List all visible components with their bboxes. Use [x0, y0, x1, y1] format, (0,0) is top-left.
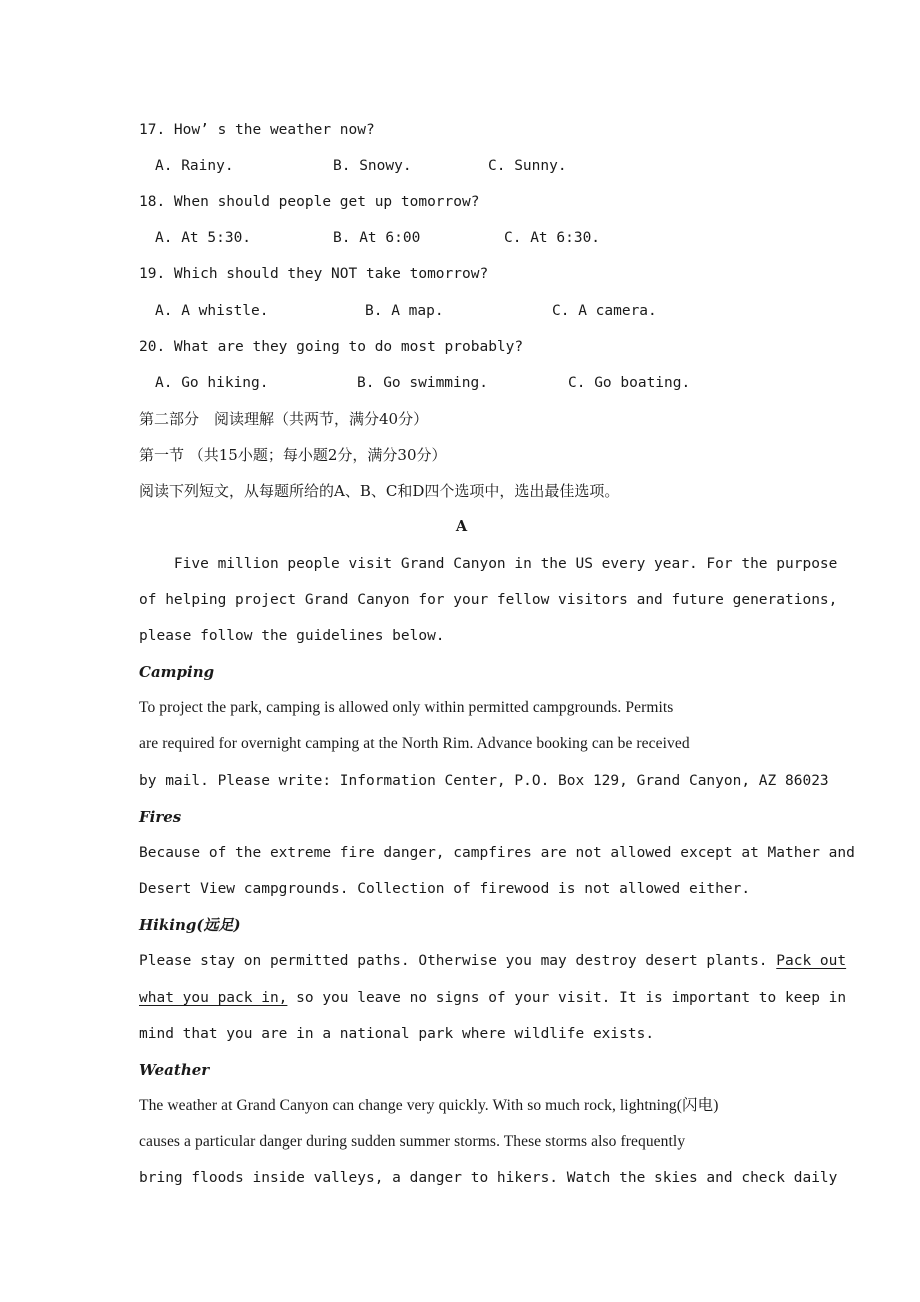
question-18-options — [139, 220, 784, 256]
hiking-line-2 — [139, 980, 847, 1016]
weather-line-2: causes a particular danger during sudden summer storms. These storms also frequently — [139, 1133, 686, 1150]
camping-heading: Camping — [139, 663, 215, 681]
camping-line-3: by mail. Please write: Information Center, P.O. Box 129, Grand Canyon, AZ 86023 — [139, 773, 829, 789]
fires-line-2: Desert View campgrounds. Collection of firewood is not allowed either. — [139, 881, 751, 897]
intro-line-2: of helping project Grand Canyon for your fellow visitors and future generations, — [139, 592, 838, 608]
weather-line-1: The weather at Grand Canyon can change very quickly. With so much rock, lightning(闪电) — [139, 1097, 719, 1114]
intro-line-3: please follow the guidelines below. — [139, 628, 445, 644]
reading-instruction: 阅读下列短文，从每题所给的A、B、C和D四个选项中，选出最佳选项。 — [139, 482, 620, 500]
question-19-options — [139, 293, 784, 329]
part2-title: 第二部分 阅读理解（共两节，满分40分） — [139, 410, 429, 428]
intro-line-1: Five million people visit Grand Canyon in the US every year. For the purpose — [139, 556, 838, 572]
option-b: B. A map. — [365, 303, 444, 319]
option-c: C. Sunny. — [488, 158, 567, 174]
option-b: B. At 6:00 — [333, 230, 421, 246]
question-20-stem: 20. What are they going to do most probably? — [139, 339, 524, 355]
hiking-line-3: mind that you are in a national park where wildlife exists. — [139, 1026, 655, 1042]
hiking-text: Please stay on permitted paths. Otherwise you may destroy desert plants. — [139, 953, 777, 969]
hiking-line-1 — [139, 943, 847, 979]
fires-heading: Fires — [139, 808, 182, 826]
weather-heading: Weather — [139, 1061, 210, 1079]
section1-title: 第一节 （共15小题；每小题2分，满分30分） — [139, 446, 447, 464]
question-18-stem: 18. When should people get up tomorrow? — [139, 194, 480, 210]
underlined-phrase: what you pack in, — [139, 990, 288, 1006]
option-c: C. At 6:30. — [504, 230, 601, 246]
camping-line-2: are required for overnight camping at the North Rim. Advance booking can be received — [139, 735, 690, 752]
option-b: B. Snowy. — [333, 158, 412, 174]
option-a: A. At 5:30. — [155, 230, 252, 246]
question-17-stem: 17. How’ s the weather now? — [139, 122, 375, 138]
underlined-phrase: Pack out — [776, 953, 847, 969]
question-20-options — [139, 365, 784, 401]
option-a: A. Go hiking. — [155, 375, 269, 391]
weather-line-3: bring floods inside valleys, a danger to hikers. Watch the skies and check daily — [139, 1170, 838, 1186]
hiking-heading: Hiking(远足) — [139, 916, 241, 934]
fires-line-1: Because of the extreme fire danger, campfires are not allowed except at Mather and — [139, 845, 855, 861]
option-a: A. A whistle. — [155, 303, 269, 319]
option-b: B. Go swimming. — [357, 375, 488, 391]
passage-label: A — [455, 518, 468, 535]
question-19-stem: 19. Which should they NOT take tomorrow? — [139, 266, 489, 282]
option-c: C. A camera. — [552, 303, 657, 319]
question-17-options — [139, 148, 784, 184]
option-c: C. Go boating. — [568, 375, 691, 391]
option-a: A. Rainy. — [155, 158, 234, 174]
camping-line-1: To project the park, camping is allowed only within permitted campgrounds. Permits — [139, 699, 674, 716]
hiking-text: so you leave no signs of your visit. It is important to keep in — [287, 990, 847, 1006]
